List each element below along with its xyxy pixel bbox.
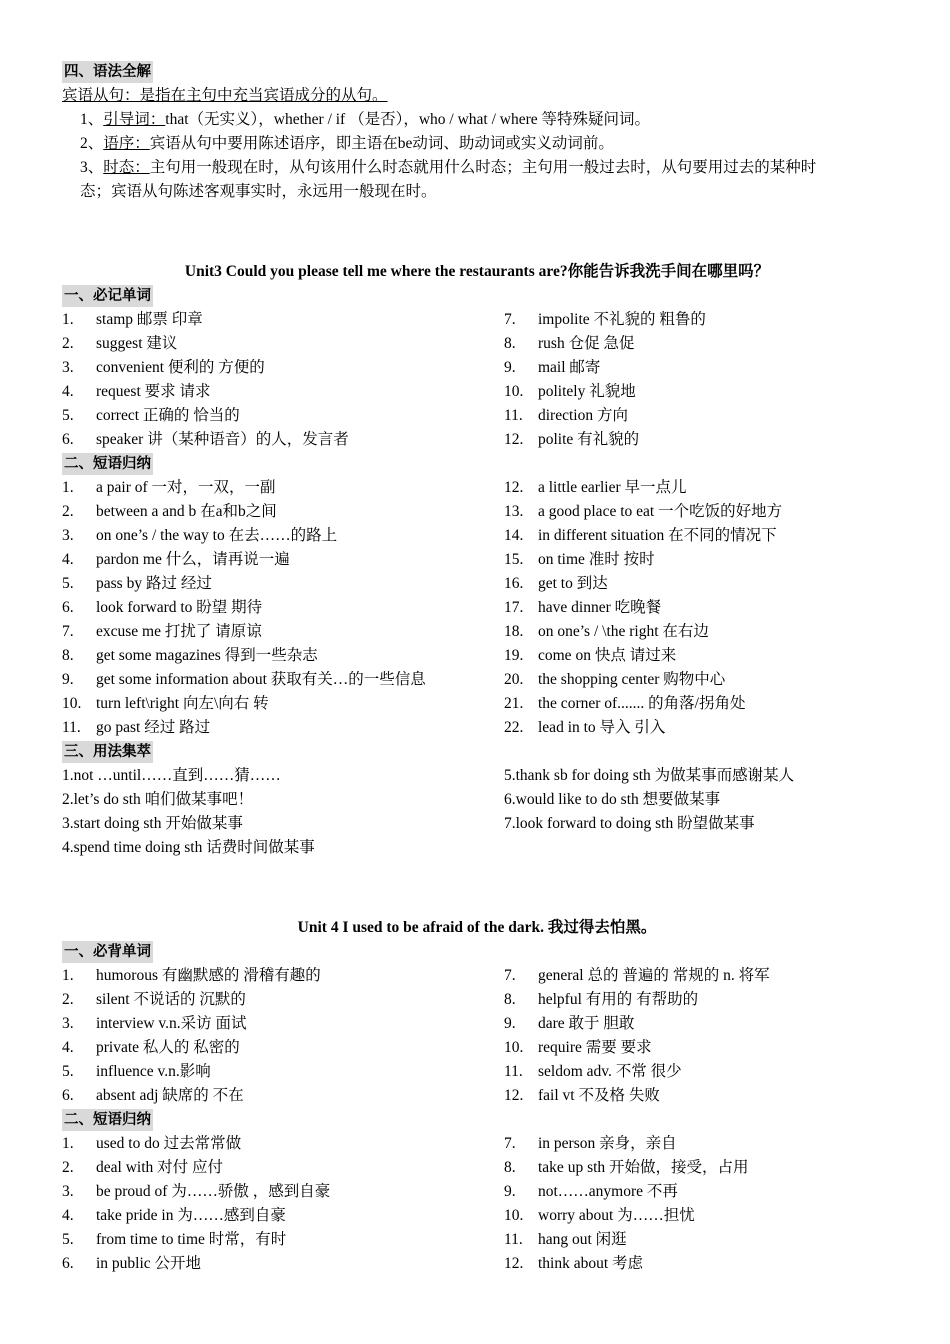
list-text: general 总的 普遍的 常规的 n. 将军 (538, 967, 770, 984)
phrase-item (62, 500, 504, 524)
list-number: 13. (504, 503, 524, 520)
list-text: absent adj 缺席的 不在 (96, 1087, 244, 1104)
list-text: correct 正确的 恰当的 (96, 407, 240, 424)
grammar-definition: 宾语从句：是指在主句中充当宾语成分的从句。 (62, 87, 388, 104)
unit3-words-left-column (62, 308, 504, 452)
phrase-item (504, 668, 892, 692)
vocab-item (504, 356, 892, 380)
phrase-item (62, 1156, 504, 1180)
unit3-usage-heading: 三、用法集萃 (62, 741, 153, 763)
list-number: 6. (62, 599, 74, 616)
unit4-words-left-column (62, 964, 504, 1108)
list-text: a pair of 一对，一双，一副 (96, 479, 276, 496)
unit4-words-heading: 一、必背单词 (62, 941, 153, 963)
list-number: 8. (504, 335, 516, 352)
list-number: 9. (504, 359, 516, 376)
list-number: 5. (62, 1231, 74, 1248)
usage-item: 4.spend time doing sth 话费时间做某事 (62, 839, 315, 856)
list-text: mail 邮寄 (538, 359, 601, 376)
vocab-item (62, 332, 504, 356)
list-text: stamp 邮票 印章 (96, 311, 203, 328)
phrase-item (504, 644, 892, 668)
unit3-phrases-right-column (504, 476, 892, 740)
phrase-item (504, 1252, 892, 1276)
list-number: 11. (504, 407, 523, 424)
list-text: lead in to 导入 引入 (538, 719, 666, 736)
list-text: excuse me 打扰了 请原谅 (96, 623, 262, 640)
list-number: 4. (62, 1039, 74, 1056)
vocab-item (62, 964, 504, 988)
list-number: 11. (62, 719, 81, 736)
grammar-point-3-prefix: 3、 (80, 159, 104, 176)
grammar-point-2-label: 语序： (103, 135, 150, 152)
list-text: humorous 有幽默感的 滑稽有趣的 (96, 967, 321, 984)
list-number: 7. (504, 1135, 516, 1152)
list-number: 6. (62, 431, 74, 448)
unit4-title: Unit 4 I used to be afraid of the dark. 我过得去怕黑。 (297, 919, 657, 936)
grammar-point-2-text: 宾语从句中要用陈述语序，即主语在be动词、助动词或实义动词前。 (149, 135, 614, 152)
list-text: on one’s / \the right 在右边 (538, 623, 709, 640)
spacer (62, 204, 892, 260)
list-number: 18. (504, 623, 524, 640)
vocab-item (504, 988, 892, 1012)
list-text: rush 仓促 急促 (538, 335, 635, 352)
list-number: 1. (62, 967, 74, 984)
list-text: turn left\right 向左\向右 转 (96, 695, 269, 712)
phrase-item (62, 1132, 504, 1156)
phrase-item (504, 1132, 892, 1156)
list-text: look forward to 盼望 期待 (96, 599, 263, 616)
phrase-item (62, 620, 504, 644)
vocab-item (62, 1084, 504, 1108)
list-text: between a and b 在a和b之间 (96, 503, 277, 520)
phrase-item (504, 716, 892, 740)
list-text: go past 经过 路过 (96, 719, 211, 736)
phrase-item (62, 476, 504, 500)
list-number: 6. (62, 1087, 74, 1104)
unit4-phrases-heading: 二、短语归纳 (62, 1109, 153, 1131)
list-number: 2. (62, 1159, 74, 1176)
list-number: 12. (504, 1255, 524, 1272)
list-text: suggest 建议 (96, 335, 178, 352)
list-text: a little earlier 早一点儿 (538, 479, 687, 496)
usage-item: 6.would like to do sth 想要做某事 (504, 791, 721, 808)
list-text: have dinner 吃晚餐 (538, 599, 662, 616)
list-text: from time to time 时常，有时 (96, 1231, 287, 1248)
list-number: 12. (504, 479, 524, 496)
vocab-item (504, 404, 892, 428)
unit4-phrases (62, 1132, 892, 1276)
grammar-point-3 (62, 156, 892, 180)
list-text: take pride in 为……感到自豪 (96, 1207, 286, 1224)
phrase-item (504, 524, 892, 548)
list-text: hang out 闲逛 (538, 1231, 627, 1248)
list-text: require 需要 要求 (538, 1039, 652, 1056)
grammar-point-2 (62, 132, 892, 156)
phrase-item (504, 692, 892, 716)
list-number: 2. (62, 503, 74, 520)
phrase-item (62, 1228, 504, 1252)
grammar-point-3-text-a: 主句用一般现在时，从句该用什么时态就用什么时态；主句用一般过去时，从句要用过去的某种时 (149, 159, 817, 176)
phrase-item (504, 476, 892, 500)
list-text: pardon me 什么，请再说一遍 (96, 551, 290, 568)
phrase-item (504, 1228, 892, 1252)
list-text: direction 方向 (538, 407, 628, 424)
list-number: 10. (504, 1207, 524, 1224)
vocab-item (504, 1084, 892, 1108)
list-text: the corner of....... 的角落/拐角处 (538, 695, 746, 712)
list-text: politely 礼貌地 (538, 383, 636, 400)
list-text: request 要求 请求 (96, 383, 211, 400)
unit3-phrases-heading: 二、短语归纳 (62, 453, 153, 475)
list-number: 3. (62, 359, 74, 376)
vocab-item (504, 308, 892, 332)
phrase-item (504, 596, 892, 620)
list-text: polite 有礼貌的 (538, 431, 640, 448)
list-text: not……anymore 不再 (538, 1183, 678, 1200)
phrase-item (504, 500, 892, 524)
list-number: 7. (504, 967, 516, 984)
usage-item: 2.let’s do sth 咱们做某事吧！ (62, 791, 254, 808)
list-number: 17. (504, 599, 524, 616)
list-number: 14. (504, 527, 524, 544)
unit4-phrases-left-column (62, 1132, 504, 1276)
vocab-item (504, 964, 892, 988)
vocab-item (62, 308, 504, 332)
list-text: influence v.n.影响 (96, 1063, 211, 1080)
phrase-item (504, 1156, 892, 1180)
phrase-item (62, 668, 504, 692)
vocab-item (62, 428, 504, 452)
usage-item: 5.thank sb for doing sth 为做某事而感谢某人 (504, 767, 795, 784)
phrase-item (62, 1252, 504, 1276)
grammar-point-2-prefix: 2、 (80, 135, 104, 152)
list-number: 5. (62, 575, 74, 592)
list-text: on time 准时 按时 (538, 551, 655, 568)
list-text: get to 到达 (538, 575, 608, 592)
list-number: 11. (504, 1231, 523, 1248)
vocab-item (504, 1036, 892, 1060)
list-text: pass by 路过 经过 (96, 575, 212, 592)
list-number: 9. (62, 671, 74, 688)
unit3-words-heading: 一、必记单词 (62, 285, 153, 307)
list-number: 9. (504, 1015, 516, 1032)
list-number: 1. (62, 1135, 74, 1152)
usage-item: 7.look forward to doing sth 盼望做某事 (504, 815, 755, 832)
list-text: in person 亲身，亲自 (538, 1135, 677, 1152)
vocab-item (62, 1012, 504, 1036)
list-text: get some magazines 得到一些杂志 (96, 647, 318, 664)
vocab-item (504, 380, 892, 404)
list-number: 9. (504, 1183, 516, 1200)
list-number: 8. (504, 991, 516, 1008)
list-text: be proud of 为……骄傲 ，感到自豪 (96, 1183, 331, 1200)
list-text: convenient 便利的 方便的 (96, 359, 265, 376)
grammar-point-1-prefix: 1、 (80, 111, 104, 128)
list-text: think about 考虑 (538, 1255, 644, 1272)
vocab-item (62, 404, 504, 428)
list-number: 6. (62, 1255, 74, 1272)
list-text: take up sth 开始做，接受，占用 (538, 1159, 749, 1176)
unit4-phrases-right-column (504, 1132, 892, 1276)
grammar-point-1 (62, 108, 892, 132)
list-text: private 私人的 私密的 (96, 1039, 240, 1056)
phrase-item (62, 644, 504, 668)
grammar-point-3-text-b: 态；宾语从句陈述客观事实时，永远用一般现在时。 (80, 183, 437, 200)
list-number: 2. (62, 335, 74, 352)
list-number: 19. (504, 647, 524, 664)
vocab-item (62, 1036, 504, 1060)
list-number: 15. (504, 551, 524, 568)
list-text: fail vt 不及格 失败 (538, 1087, 660, 1104)
phrase-item (62, 692, 504, 716)
list-text: dare 敢于 胆敢 (538, 1015, 635, 1032)
document-page (62, 60, 892, 1276)
list-number: 4. (62, 1207, 74, 1224)
list-text: deal with 对付 应付 (96, 1159, 223, 1176)
list-number: 5. (62, 407, 74, 424)
list-number: 7. (62, 623, 74, 640)
list-number: 20. (504, 671, 524, 688)
list-number: 8. (504, 1159, 516, 1176)
unit3-words-right-column (504, 308, 892, 452)
phrase-item (504, 572, 892, 596)
unit3-words (62, 308, 892, 452)
list-text: impolite 不礼貌的 粗鲁的 (538, 311, 706, 328)
unit3-usage-left-column (62, 764, 504, 860)
list-text: silent 不说话的 沉默的 (96, 991, 246, 1008)
list-number: 10. (504, 383, 524, 400)
unit3-title: Unit3 Could you please tell me where the restaurants are?你能告诉我洗手间在哪里吗？ (184, 263, 770, 280)
list-text: speaker 讲（某种语音）的人，发言者 (96, 431, 349, 448)
list-number: 3. (62, 1183, 74, 1200)
list-text: worry about 为……担忧 (538, 1207, 695, 1224)
list-text: interview v.n.采访 面试 (96, 1015, 247, 1032)
vocab-item (504, 1012, 892, 1036)
vocab-item (504, 1060, 892, 1084)
unit3-usage (62, 764, 892, 860)
list-text: helpful 有用的 有帮助的 (538, 991, 699, 1008)
vocab-item (62, 380, 504, 404)
vocab-item (62, 1060, 504, 1084)
phrase-item (62, 596, 504, 620)
vocab-item (504, 332, 892, 356)
unit3-usage-right-column (504, 764, 892, 860)
vocab-item (62, 988, 504, 1012)
phrase-item (504, 1204, 892, 1228)
list-number: 10. (504, 1039, 524, 1056)
list-text: get some information about 获取有关…的一些信息 (96, 671, 426, 688)
unit4-words (62, 964, 892, 1108)
list-number: 5. (62, 1063, 74, 1080)
phrase-item (62, 1204, 504, 1228)
list-text: seldom adv. 不常 很少 (538, 1063, 682, 1080)
phrase-item (62, 1180, 504, 1204)
phrase-item (504, 548, 892, 572)
list-number: 12. (504, 431, 524, 448)
list-number: 21. (504, 695, 524, 712)
list-number: 4. (62, 383, 74, 400)
vocab-item (504, 428, 892, 452)
unit3-phrases (62, 476, 892, 740)
list-text: in public 公开地 (96, 1255, 202, 1272)
list-text: used to do 过去常常做 (96, 1135, 242, 1152)
spacer (62, 860, 892, 916)
grammar-point-1-label: 引导词： (103, 111, 166, 128)
grammar-point-3-continued (62, 180, 892, 204)
list-number: 8. (62, 647, 74, 664)
grammar-point-3-label: 时态： (103, 159, 150, 176)
list-number: 3. (62, 1015, 74, 1032)
list-number: 11. (504, 1063, 523, 1080)
list-text: on one’s / the way to 在去……的路上 (96, 527, 338, 544)
grammar-section (62, 60, 892, 84)
phrase-item (62, 548, 504, 572)
usage-item: 3.start doing sth 开始做某事 (62, 815, 243, 832)
unit4-words-right-column (504, 964, 892, 1108)
grammar-point-1-text: that（无实义），whether / if （是否），who / what / where 等特殊疑问词。 (165, 111, 651, 128)
grammar-heading: 四、语法全解 (62, 61, 153, 83)
list-number: 3. (62, 527, 74, 544)
unit3-phrases-left-column (62, 476, 504, 740)
usage-item: 1.not …until……直到……猜…… (62, 767, 281, 784)
phrase-item (62, 524, 504, 548)
phrase-item (62, 716, 504, 740)
list-number: 22. (504, 719, 524, 736)
grammar-definition-line (62, 84, 892, 108)
list-text: in different situation 在不同的情况下 (538, 527, 777, 544)
list-text: the shopping center 购物中心 (538, 671, 726, 688)
phrase-item (62, 572, 504, 596)
vocab-item (62, 356, 504, 380)
phrase-item (504, 620, 892, 644)
list-number: 1. (62, 311, 74, 328)
list-number: 16. (504, 575, 524, 592)
list-text: come on 快点 请过来 (538, 647, 677, 664)
list-number: 2. (62, 991, 74, 1008)
list-number: 1. (62, 479, 74, 496)
list-number: 7. (504, 311, 516, 328)
list-number: 12. (504, 1087, 524, 1104)
list-number: 4. (62, 551, 74, 568)
list-text: a good place to eat 一个吃饭的好地方 (538, 503, 783, 520)
phrase-item (504, 1180, 892, 1204)
list-number: 10. (62, 695, 82, 712)
